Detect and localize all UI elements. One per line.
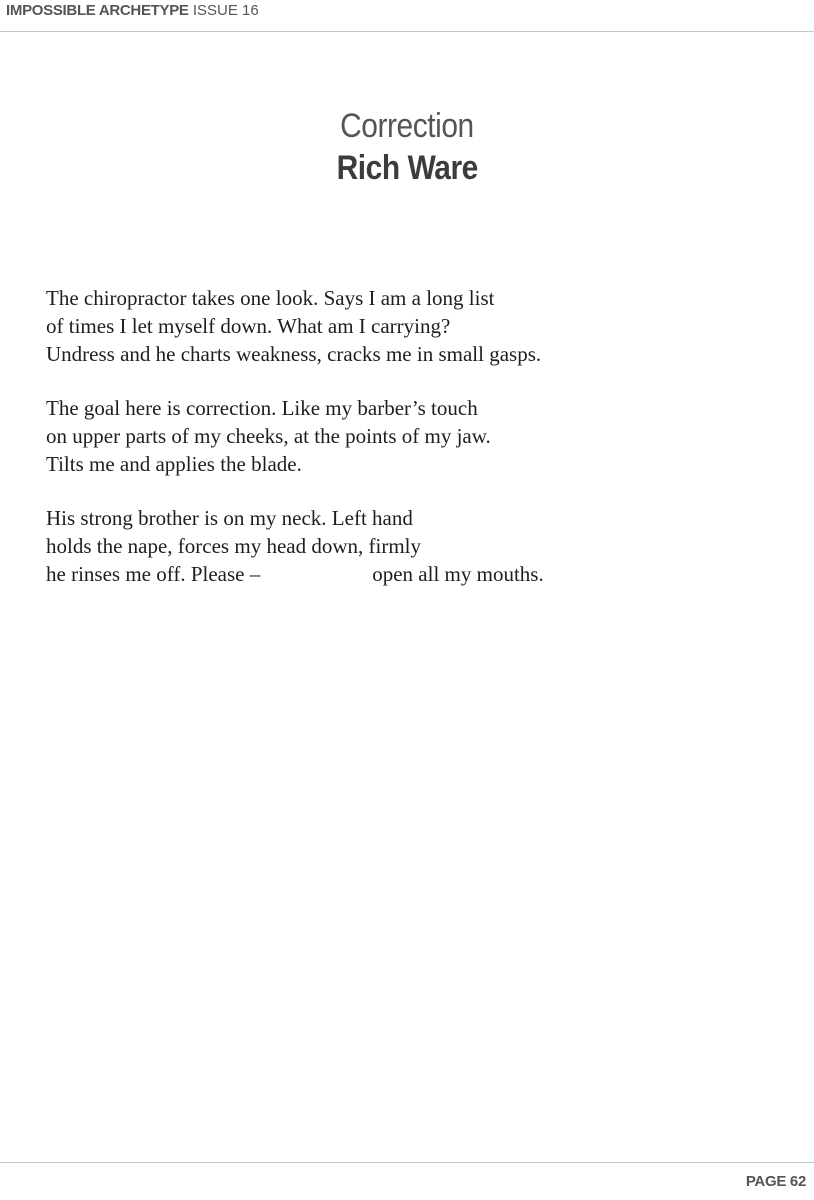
running-header: [6, 2, 259, 19]
stanza: [46, 394, 544, 478]
poem-line: Undress and he charts weakness, cracks me in small gasps.: [46, 342, 542, 366]
poem-line: His strong brother is on my neck. Left hand: [46, 506, 413, 530]
page-number: PAGE 62: [745, 1173, 806, 1190]
stanza: [46, 284, 544, 368]
poem-body: [46, 284, 544, 614]
title-block: [0, 104, 814, 188]
poem-final-line: [46, 560, 544, 588]
poem-line: Tilts me and applies the blade.: [46, 452, 302, 476]
final-line-start: he rinses me off. Please –: [46, 562, 261, 586]
header-rule: [0, 31, 814, 32]
issue-number: ISSUE 16: [192, 2, 259, 19]
poem-line: The goal here is correction. Like my barber’s touch: [46, 396, 478, 420]
magazine-name: IMPOSSIBLE ARCHETYPE: [6, 2, 189, 19]
final-line-end: open all my mouths.: [372, 562, 544, 586]
poem-line: on upper parts of my cheeks, at the points of my jaw.: [46, 424, 491, 448]
stanza: [46, 504, 544, 588]
poem-title: Correction: [340, 107, 474, 145]
poem-line: of times I let myself down. What am I carrying?: [46, 314, 451, 338]
poem-author: Rich Ware: [336, 149, 478, 187]
footer-rule: [0, 1162, 814, 1163]
poem-line: holds the nape, forces my head down, firmly: [46, 534, 421, 558]
poem-line: The chiropractor takes one look. Says I am a long list: [46, 286, 495, 310]
